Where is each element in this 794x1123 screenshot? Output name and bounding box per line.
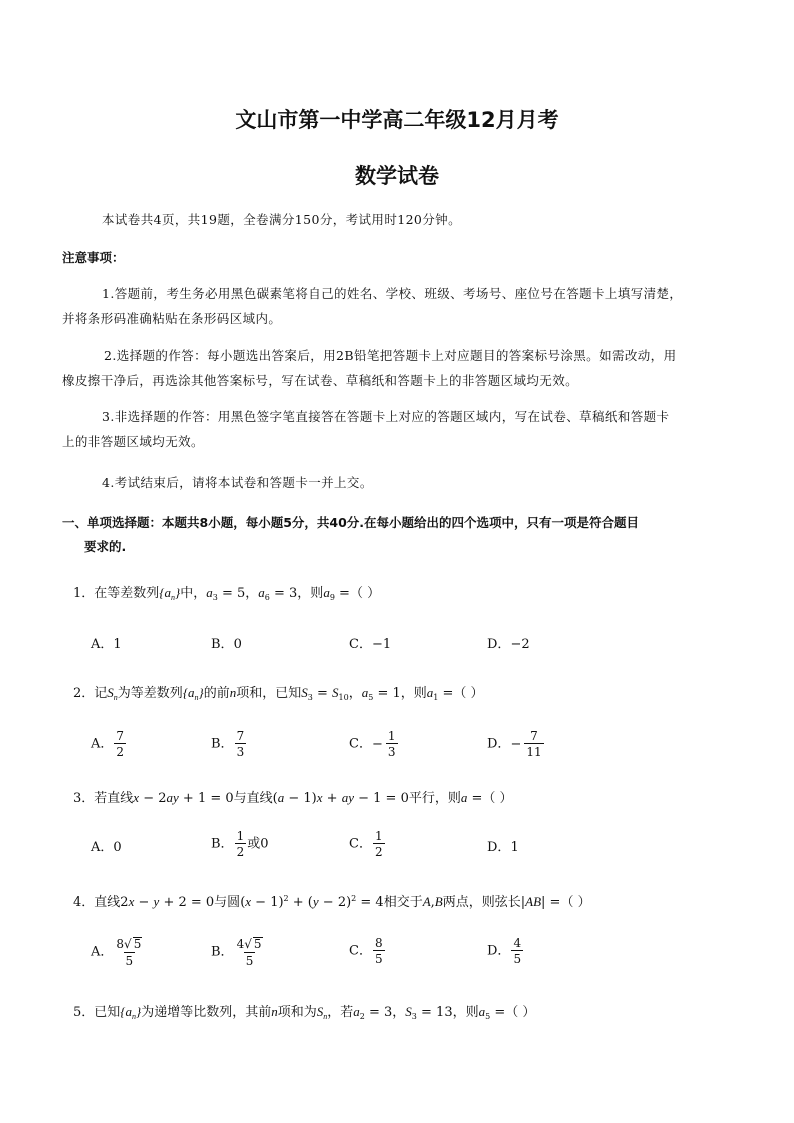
q4-option-c: C． $\frac{8}{5}$ [349,936,383,966]
q3-option-d: D．1 [487,840,519,855]
q2-option-a: A． $\frac{7}{2}$ [91,729,125,759]
section-heading-cont: 要求的. [84,539,127,554]
notice-heading: 注意事项： [62,250,125,265]
question-1: 1．在等差数列$\{a_n\}$中，$a_3 = 5$，$a_6 = 3$，则$a_9$ =（ ） [73,585,381,602]
notice-item-3: 3.非选择题的作答：用黑色签字笔直接答在答题卡上对应的答题区域内，写在试卷、草稿纸和答题卡 [102,409,670,424]
q4-option-d: D． $\frac{4}{5}$ [487,936,522,966]
section-heading: 一、单项选择题：本题共8小题，每小题5分，共40分.在每小题给出的四个选项中，只有一项是符合题目 [62,515,640,530]
q2-option-c: C．− $\frac{1}{3}$ [349,729,396,759]
intro-text: 本试卷共4页，共19题，全卷满分150分，考试用时120分钟。 [102,212,461,227]
q1-option-a: A．1 [91,637,122,652]
notice-item-2: 2.选择题的作答：每小题选出答案后，用2B铅笔把答题卡上对应题目的答案标号涂黑。如需改动，用 [104,348,677,363]
question-4: 4．直线2x − y + 2 = 0与圆$(x - 1)^2 + (y - 2)^2 = 4$相交于A,B两点，则弦长|AB| =（ ） [73,894,591,910]
q1-option-b: B．0 [211,637,242,652]
question-3: 3．若直线x − 2ay + 1 = 0与直线(a − 1)x + ay − 1 = 0平行，则a =（ ） [73,790,513,806]
question-number: 1． [73,586,95,601]
question-2: 2．记$S_n$为等差数列$\{a_n\}$的前n项和，已知$S_3 = S_{10}$，$a_5 = 1$，则$a_1$ =（ ） [73,685,484,702]
q1-option-c: C．−1 [349,637,392,652]
q3-option-a: A．0 [91,840,122,855]
exam-subtitle: 数学试卷 [355,164,439,188]
notice-item-3-cont: 上的非答题区域均无效。 [62,434,204,449]
q1-option-d: D．−2 [487,637,530,652]
q4-option-a: A． $\frac{8√ 5}{5}$ [91,937,142,968]
notice-item-4: 4.考试结束后，请将本试卷和答题卡一并上交。 [102,475,373,490]
q3-option-c: C． $\frac{1}{2}$ [349,829,383,859]
notice-item-2-cont: 橡皮擦干净后，再选涂其他答案标号，写在试卷、草稿纸和答题卡上的非答题区域均无效。 [62,373,579,388]
notice-item-1: 1.答题前，考生务必用黑色碳素笔将自己的姓名、学校、班级、考场号、座位号在答题卡上填写清楚， [102,286,683,301]
q2-option-d: D．− $\frac{7}{11}$ [487,729,542,759]
exam-title: 文山市第一中学高二年级12月月考 [235,108,559,132]
notice-item-1-cont: 并将条形码准确粘贴在条形码区域内。 [62,311,282,326]
question-5: 5．已知$\{a_n\}$为递增等比数列，其前n项和为$S_n$，若$a_2 = 3$，$S_3 = 13$，则$a_5$ =（ ） [73,1004,536,1021]
q2-option-b: B． $\frac{7}{3}$ [211,729,245,759]
q4-option-b: B． $\frac{4√ 5}{5}$ [211,937,262,968]
q3-option-b: B． $\frac{1}{2}$ 或0 [211,829,269,859]
